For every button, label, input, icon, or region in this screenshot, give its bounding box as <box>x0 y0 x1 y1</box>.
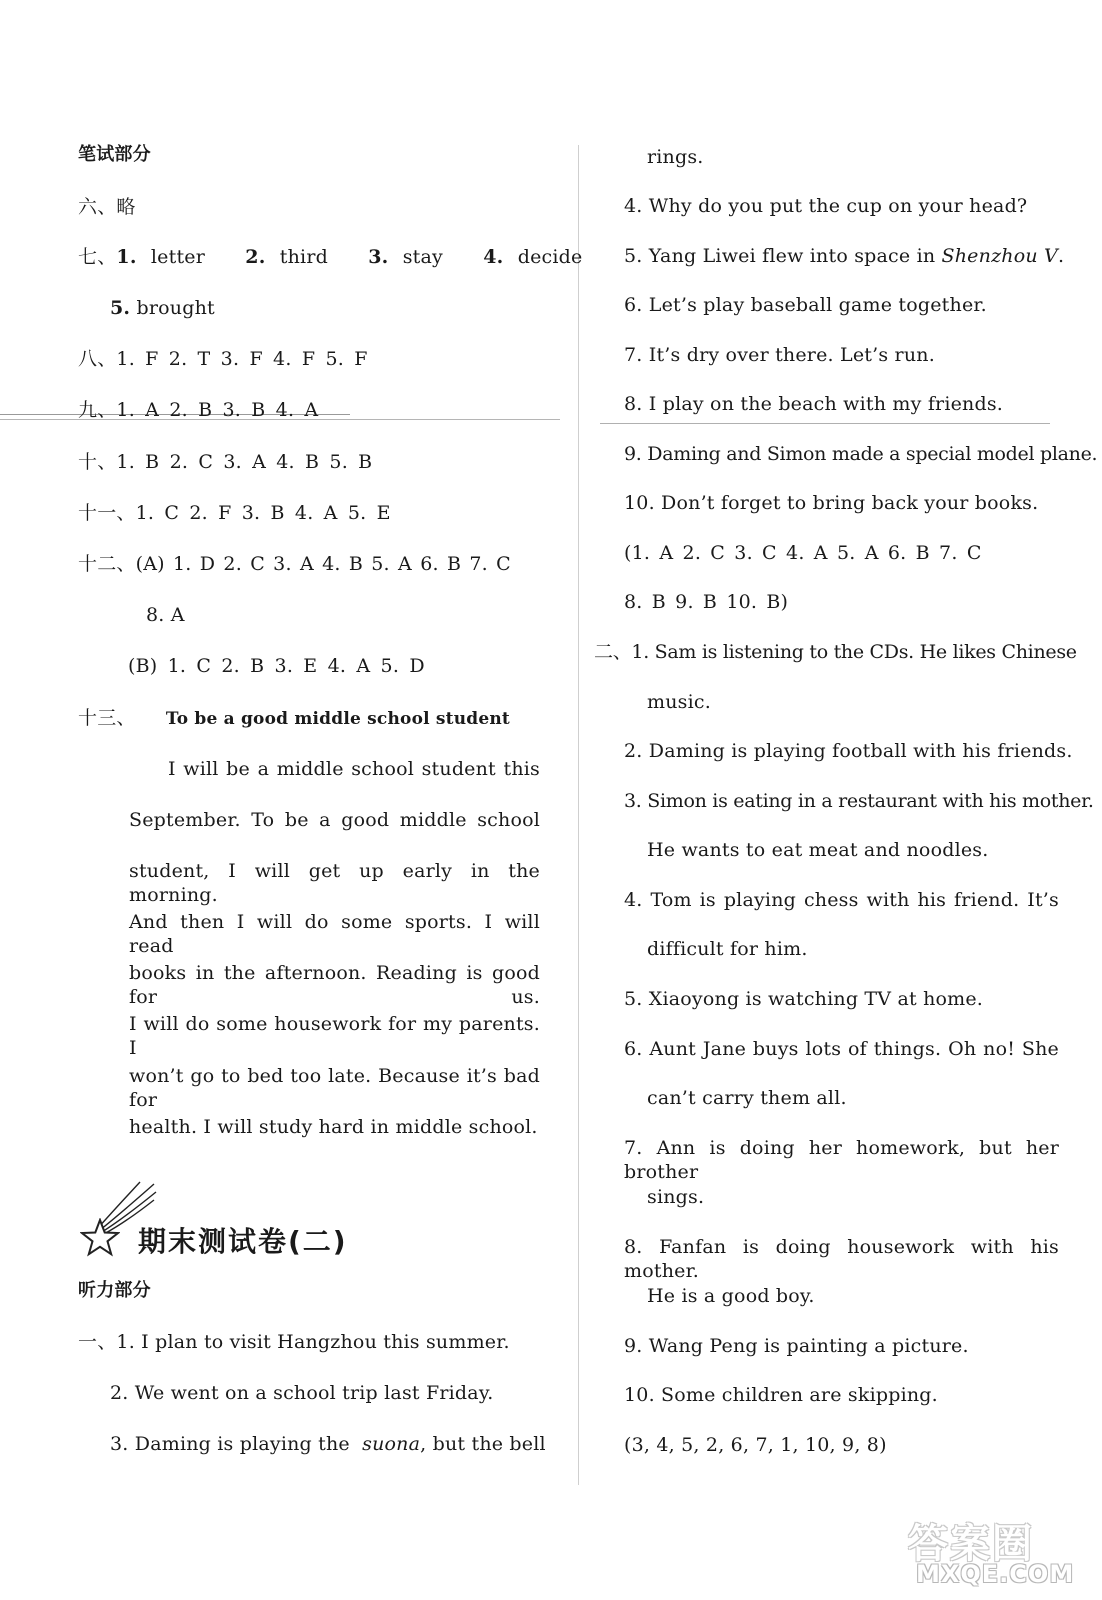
essay-line: September. To be a good middle school <box>129 809 540 831</box>
script-text: . <box>1057 245 1065 267</box>
essay-line: And then I will do some sports. I will read <box>129 911 540 957</box>
script-line: 9. Daming and Simon made a special model plane. <box>624 443 1098 465</box>
answer-line-11: 十一、1. C 2. F 3. B 4. A 5. E <box>78 502 391 524</box>
script-line: 6. Let’s play baseball game together. <box>624 294 987 316</box>
script-line: 6. Aunt Jane buys lots of things. Oh no! She <box>624 1038 1059 1060</box>
essay-line: I will do some housework for my parents. I <box>129 1013 540 1059</box>
item-number: 4. <box>483 246 504 268</box>
script-line: 4. Tom is playing chess with his friend. It’s <box>624 889 1059 911</box>
answer-line: (3, 4, 5, 2, 6, 7, 1, 10, 9, 8) <box>624 1434 887 1456</box>
answer-line: (1. A 2. C 3. C 4. A 5. A 6. B 7. C <box>624 542 982 564</box>
answer-word: brought <box>136 297 215 319</box>
answer-line-10: 十、1. B 2. C 3. A 4. B 5. B <box>78 451 373 473</box>
script-line <box>624 244 1064 268</box>
script-line: 二、1. Sam is listening to the CDs. He likes Chinese <box>594 641 1077 663</box>
script-italic: suona <box>362 1433 421 1455</box>
script-line: 9. Wang Peng is painting a picture. <box>624 1335 969 1357</box>
answer-line-12b: 8. A <box>146 604 185 626</box>
script-line: 10. Don’t forget to bring back your books. <box>624 492 1039 514</box>
section-number: 十三、 <box>78 707 136 729</box>
script-line: 10. Some children are skipping. <box>624 1384 938 1406</box>
answer-line-7-cont <box>110 296 215 320</box>
script-line: 8. I play on the beach with my friends. <box>624 393 1004 415</box>
script-line: He wants to eat meat and noodles. <box>647 839 989 861</box>
script-line: can’t carry them all. <box>647 1087 847 1109</box>
answer-word: stay <box>402 246 443 268</box>
script-line: 一、1. I plan to visit Hangzhou this summer. <box>78 1331 510 1353</box>
section-number: 七、 <box>78 246 117 268</box>
script-line <box>110 1432 546 1456</box>
script-line: sings. <box>647 1186 705 1208</box>
listening-part-header: 听力部分 <box>78 1280 151 1301</box>
script-line: 3. Simon is eating in a restaurant with his mother. <box>624 790 1094 812</box>
script-line: 8. Fanfan is doing housework with his mother. <box>624 1236 1059 1282</box>
script-line: rings. <box>647 146 704 168</box>
essay-line: won’t go to bed too late. Because it’s bad for <box>129 1065 540 1111</box>
script-line: music. <box>647 691 711 713</box>
answer-line-7 <box>78 245 582 269</box>
item-number: 1. <box>116 246 137 268</box>
script-text: 3. Daming is playing the <box>110 1433 350 1455</box>
essay-line: health. I will study hard in middle school. <box>129 1116 538 1138</box>
script-line: difficult for him. <box>647 938 808 960</box>
answer-line: 8. B 9. B 10. B) <box>624 591 789 613</box>
script-text: 5. Yang Liwei flew into space in <box>624 245 936 267</box>
script-line: 2. We went on a school trip last Friday. <box>110 1382 494 1404</box>
essay-title: To be a good middle school student <box>165 709 510 729</box>
item-number: 2. <box>245 246 266 268</box>
column-divider <box>578 145 579 1485</box>
answer-line-12a: 十二、(A) 1. D 2. C 3. A 4. B 5. A 6. B 7. C <box>78 553 511 575</box>
item-number: 3. <box>368 246 389 268</box>
script-line: 7. Ann is doing her homework, but her brother <box>624 1137 1059 1183</box>
test-title: 期末测试卷(二) <box>138 1225 348 1258</box>
essay-line: student, I will get up early in the morning. <box>129 860 540 906</box>
answer-line-12c: (B) 1. C 2. B 3. E 4. A 5. D <box>128 655 425 677</box>
item-number: 5. <box>110 297 131 319</box>
essay-line: I will be a middle school student this <box>168 758 540 780</box>
answer-line-9: 九、1. A 2. B 3. B 4. A <box>78 399 319 421</box>
answer-line-13 <box>78 706 510 731</box>
answer-word: letter <box>150 246 206 268</box>
watermark <box>898 1512 1098 1598</box>
watermark-logo: 答案圈 <box>908 1521 1034 1567</box>
answer-line-6: 六、略 <box>78 196 136 218</box>
script-text: , but the bell <box>420 1433 546 1455</box>
essay-line: books in the afternoon. Reading is good for us. <box>129 962 540 1008</box>
script-italic: Shenzhou V <box>941 245 1058 267</box>
scan-fold-line <box>600 423 1050 424</box>
script-line: 5. Xiaoyong is watching TV at home. <box>624 988 984 1010</box>
watermark-site: MXQE.COM <box>916 1560 1075 1588</box>
script-line: He is a good boy. <box>647 1285 815 1307</box>
star-icon <box>80 1218 120 1258</box>
answer-word: third <box>279 246 328 268</box>
script-line: 7. It’s dry over there. Let’s run. <box>624 344 935 366</box>
answer-line-8: 八、1. F 2. T 3. F 4. F 5. F <box>78 348 368 370</box>
answer-word: decide <box>517 246 583 268</box>
script-line: 4. Why do you put the cup on your head? <box>624 195 1028 217</box>
script-line: 2. Daming is playing football with his friends. <box>624 740 1073 762</box>
written-part-header: 笔试部分 <box>78 144 151 165</box>
